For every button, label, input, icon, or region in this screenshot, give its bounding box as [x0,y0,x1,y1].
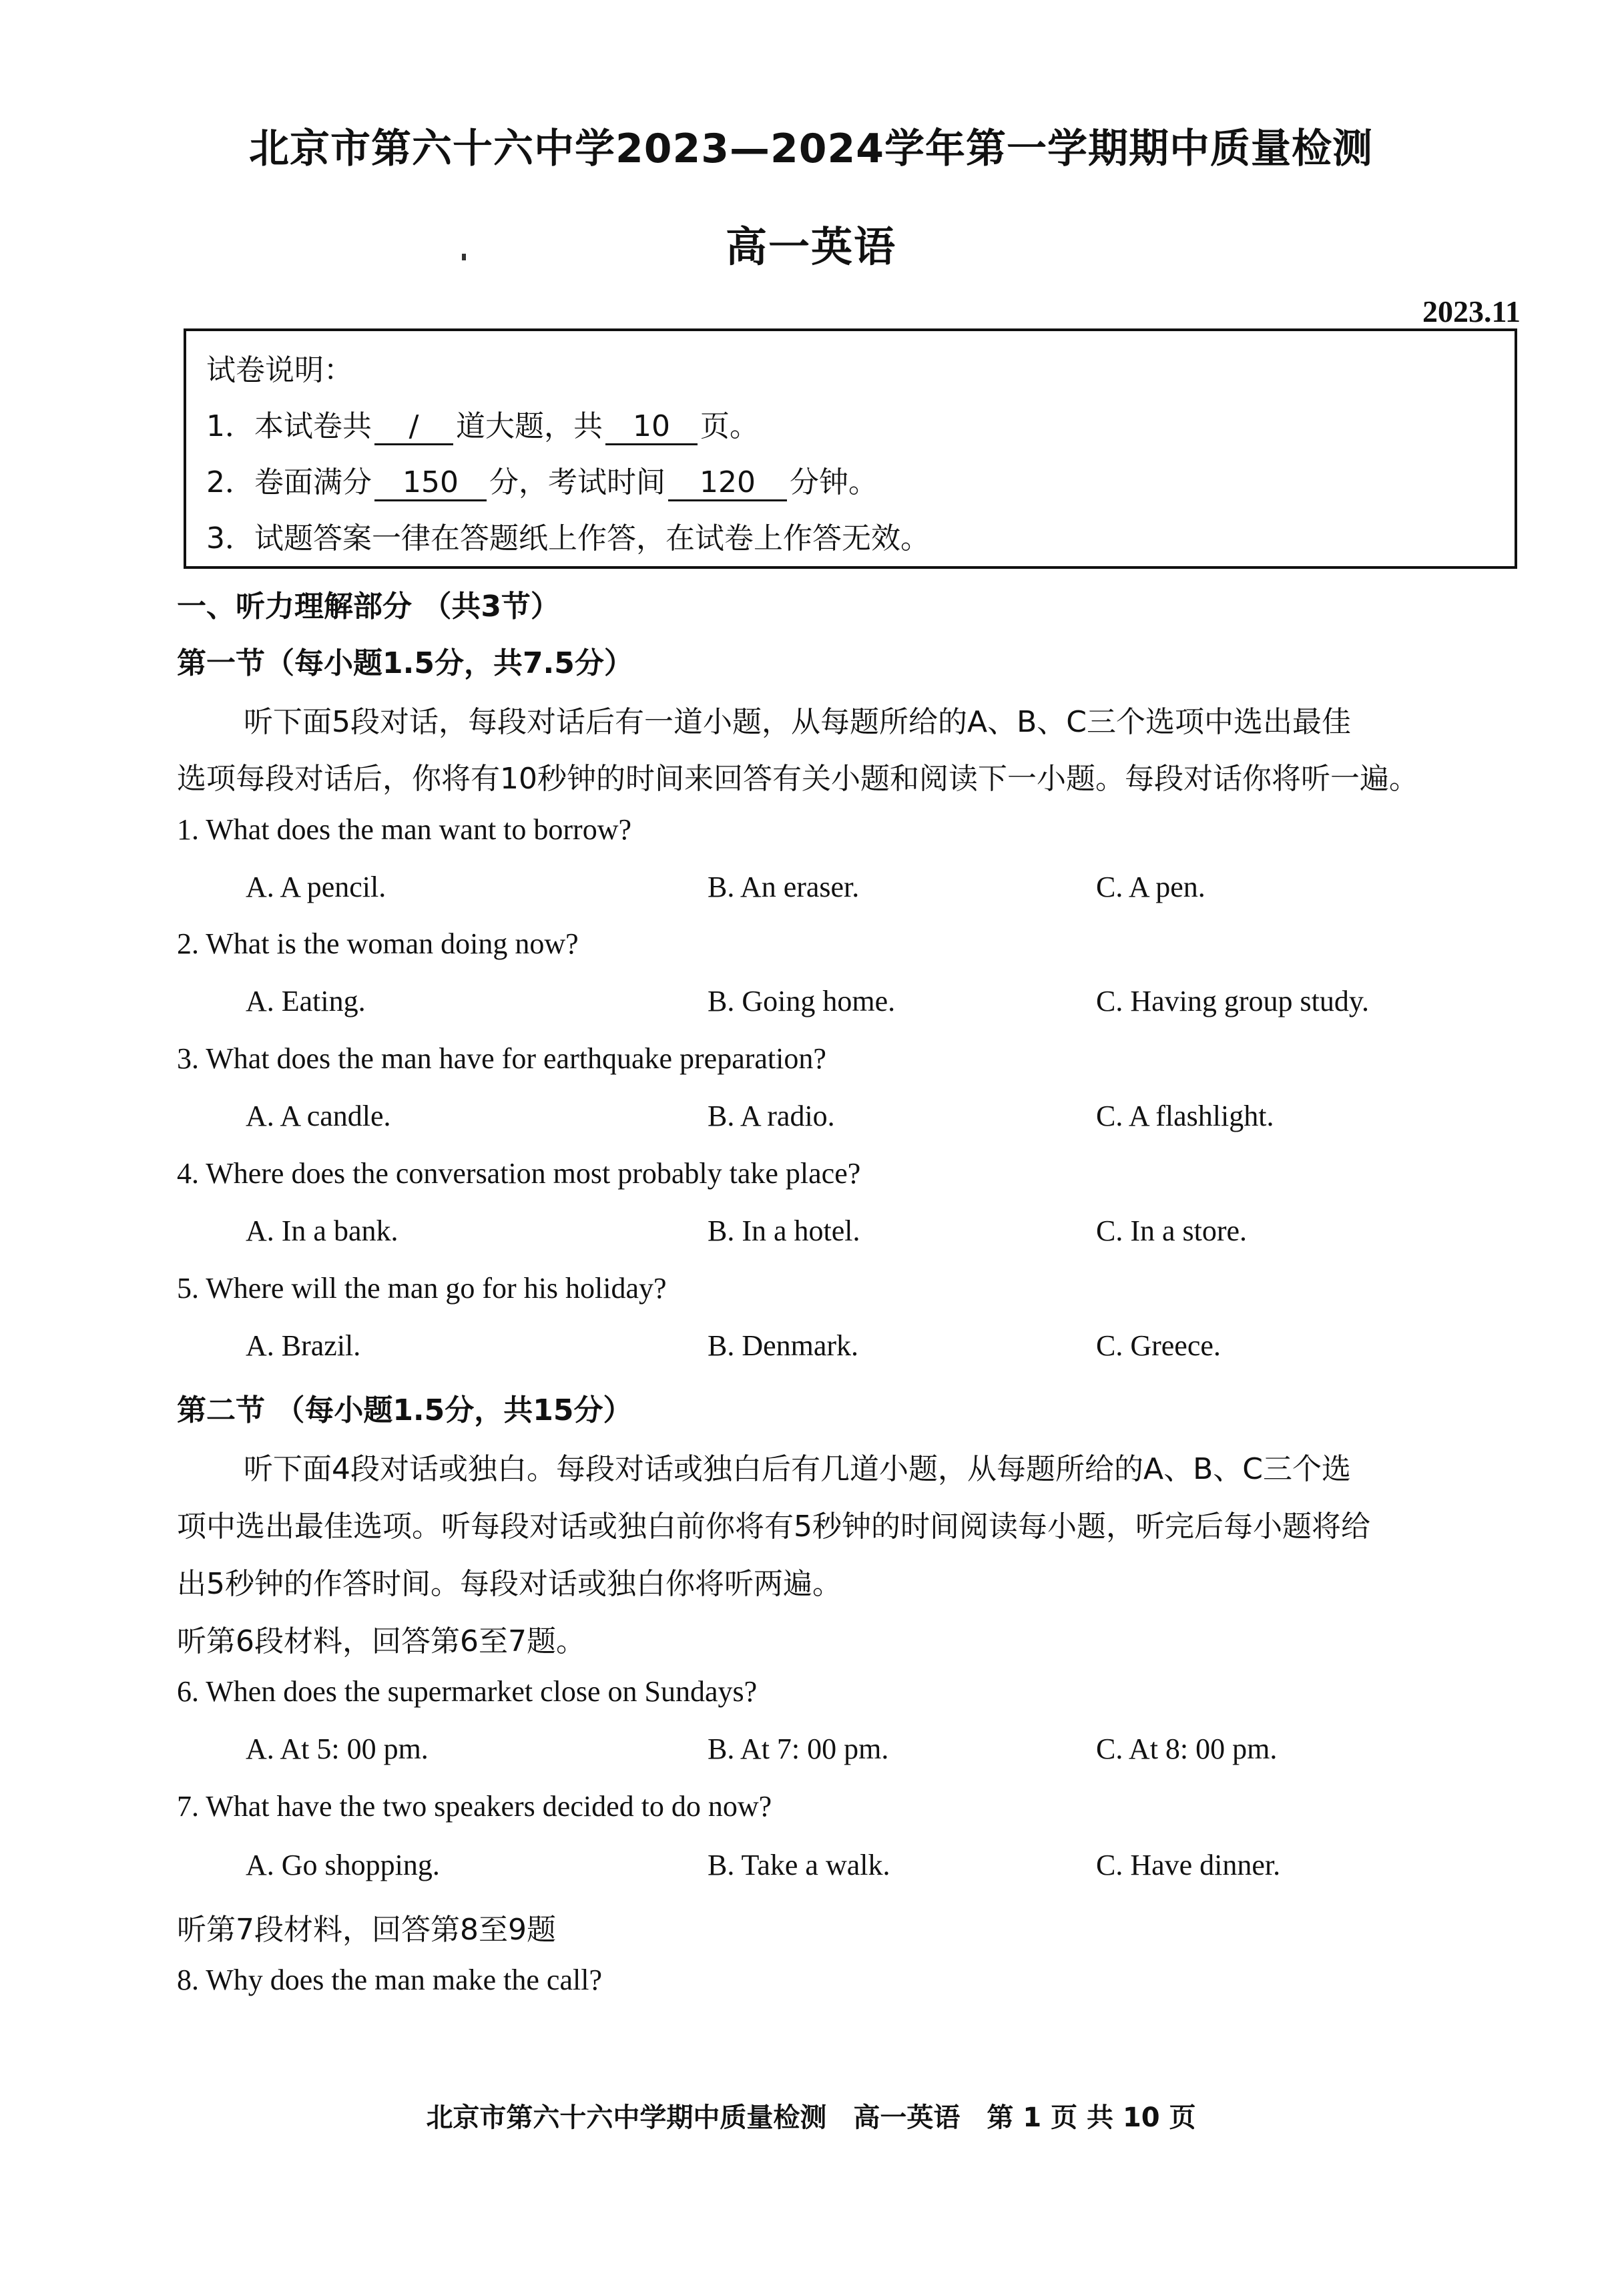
instruction-text: 道大题，共 [456,409,603,443]
subject-title: 高一英语 [725,222,896,271]
instruction-line-1 [206,402,759,445]
instruction-line-3: 3．试题答案一律在答题纸上作答，在试卷上作答无效。 [206,521,930,555]
question-stem: 8. Why does the man make the call? [177,1964,602,1996]
option-c: C. In a store. [1096,1214,1248,1247]
instruction-text: 分钟。 [790,465,878,499]
option-b: B. An eraser. [708,871,860,903]
option-a: A. Eating. [246,985,366,1017]
part-heading: 一、听力理解部分 （共3节） [177,590,560,624]
material-heading: 听第7段材料，回答第8至9题 [177,1913,556,1947]
option-b: B. Going home. [708,985,896,1017]
section-instructions: 项中选出最佳选项。听每段对话或独白前你将有5秒钟的时间阅读每小题，听完后每小题将给 [177,1510,1370,1544]
section-instructions: 听下面4段对话或独白。每段对话或独白后有几道小题，从每题所给的A、B、C三个选 [244,1452,1351,1486]
question-stem: 4. Where does the conversation most probably take place? [177,1157,861,1190]
fill-blank: 150 [374,465,487,501]
question-stem: 3. What does the man have for earthquake preparation? [177,1042,826,1075]
material-heading: 听第6段材料，回答第6至7题。 [177,1624,585,1658]
option-a: A. Go shopping. [246,1849,440,1881]
option-c: C. A pen. [1096,871,1205,903]
option-b: B. Denmark. [708,1329,859,1362]
question-stem: 5. Where will the man go for his holiday? [177,1272,667,1305]
option-c: C. A flashlight. [1096,1100,1274,1132]
instruction-text: 页。 [700,409,759,443]
question-stem: 7. What have the two speakers decided to do now? [177,1790,772,1823]
option-c: C. At 8: 00 pm. [1096,1733,1278,1765]
section-heading: 第一节（每小题1.5分，共7.5分） [177,646,633,680]
option-a: A. In a bank. [246,1214,398,1247]
instruction-text: 分，考试时间 [489,465,665,499]
option-a: A. A candle. [246,1100,391,1132]
instruction-line-2 [206,458,878,501]
section-instructions: 出5秒钟的作答时间。每段对话或独白你将听两遍。 [177,1567,842,1601]
option-a: A. A pencil. [246,871,386,903]
option-c: C. Having group study. [1096,985,1370,1017]
exam-title: 北京市第六十六中学2023—2024学年第一学期期中质量检测 [249,126,1373,172]
instruction-text: 2．卷面满分 [206,465,372,499]
fill-blank: 120 [668,465,787,501]
option-b: B. A radio. [708,1100,835,1132]
instructions-box [184,328,1517,569]
section-heading: 第二节 （每小题1.5分，共15分） [177,1393,633,1427]
exam-date: 2023.11 [1422,294,1521,328]
question-stem: 6. When does the supermarket close on Sundays? [177,1675,758,1708]
option-c: C. Greece. [1096,1329,1221,1362]
instruction-text: 1．本试卷共 [206,409,372,443]
instructions-heading: 试卷说明： [206,353,353,387]
option-c: C. Have dinner. [1096,1849,1281,1881]
option-b: B. Take a walk. [708,1849,890,1881]
question-stem: 1. What does the man want to borrow? [177,813,632,846]
section-instructions: 听下面5段对话，每段对话后有一道小题，从每题所给的A、B、C三个选项中选出最佳 [244,705,1351,739]
question-stem: 2. What is the woman doing now? [177,927,579,960]
option-b: B. At 7: 00 pm. [708,1733,889,1765]
fill-blank: / [374,409,453,445]
fill-blank: 10 [605,409,698,445]
page-footer: 北京市第六十六中学期中质量检测 高一英语 第 1 页 共 10 页 [426,2102,1196,2133]
section-instructions: 选项每段对话后，你将有10秒钟的时间来回答有关小题和阅读下一小题。每段对话你将听一遍。 [177,762,1418,796]
option-a: A. Brazil. [246,1329,361,1362]
option-b: B. In a hotel. [708,1214,860,1247]
option-a: A. At 5: 00 pm. [246,1733,429,1765]
